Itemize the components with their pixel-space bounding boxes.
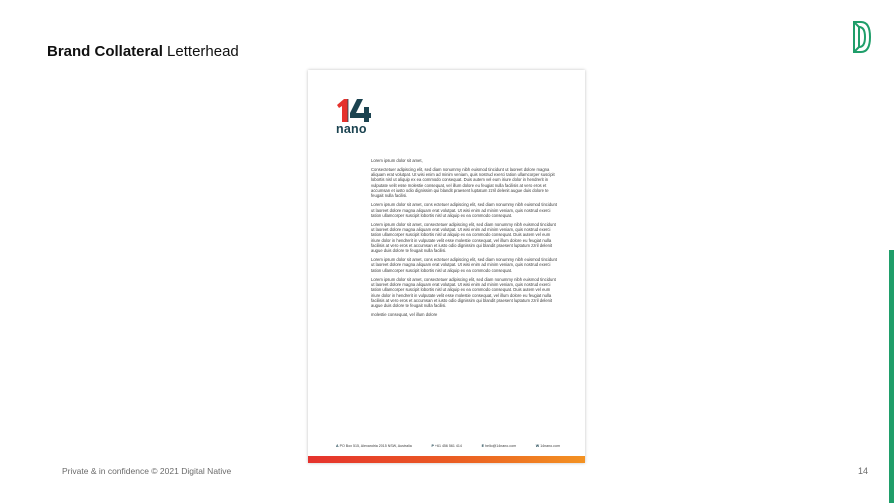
slide-title [47, 43, 239, 60]
14nano-logo-icon [335, 97, 371, 123]
letter-paragraph: Lorem ipsum dolor sit amet, cons ectetuer adipiscing elit, sed diam nonummy nibh euismod tincidunt ut laoreet dolore magna aliquam erat volutpat. Ut wisi enim ad minim veniam, quis nostrud exerci tation ullamcorper suscipit lobortis nisl ut aliquip ex ea commodo consequat. [371, 257, 557, 273]
letter-paragraph: Lorem ipsum dolor sit amet, consectetuer adipiscing elit, sed diam nonummy nibh euismod tincidunt ut laoreet dolore magna aliquam erat volutpat. Ut wisi enim ad minim veniam, quis nostrud exerci tation ullamcorper suscipit lobortis nisl ut aliquip ex ea commodo consequat. Duis autem vel eum iriure dolor in hendrerit in vulputate velit esse molestie consequat, vel illum dolore eu feugiat nulla facilisis at vero eros et accumsan et iusto odio dignissim qui blandit praesent luptatum zzril delenit augue duis dolore te feugait nulla facilisi. [371, 276, 556, 309]
contact-phone: P +61 456 561 414 [431, 444, 462, 448]
contact-email: E hello@14nano.com [481, 444, 517, 448]
letter-paragraph: Lorem ipsum dolor sit amet, consectetuer adipiscing elit, sed diam nonummy nibh euismod tincidunt ut laoreet dolore magna aliquam erat volutpat. Ut wisi enim ad minim veniam, quis nostrud exerci tation ullamcorper suscipit lobortis nisl ut aliquip ex ea commodo consequat. Duis autem vel eum iriure dolor in hendrerit in vulputate velit esse molestie consequat, vel illum dolore eu feugiat nulla facilisis at vero eros et accumsan et iusto odio dignissim qui blandit praesent luptatum zzril delenit augue duis dolore te feugait nulla facilisi. [371, 221, 556, 254]
letterhead-document [308, 70, 585, 463]
letter-paragraph: Lorem ipsum dolor sit amet, cons ectetuer adipiscing elit, sed diam nonummy nibh euismod tincidunt ut laoreet dolore magna aliquam erat volutpat. Ut wisi enim ad minim veniam, quis nostrud exerci tation ullamcorper suscipit lobortis nisl ut aliquip ex ea commodo consequat. [371, 202, 557, 218]
contact-website: W 14nano.com [535, 444, 560, 448]
page-number: 14 [858, 466, 869, 476]
confidentiality-footer: Private & in confidence © 2021 Digital Native [62, 466, 232, 476]
letter-signoff: molestie consequat, vel illum dolore [371, 311, 438, 317]
gradient-footer-bar [308, 456, 585, 463]
letter-paragraph: Lorem ipsum dolor sit amet, [371, 158, 423, 163]
accent-side-bar [889, 250, 894, 503]
letter-paragraph: Consectetuer adipiscing elit, sed diam nonummy nibh euismod tincidunt ut laoreet dolore magna aliquam erat volutpat. Ut wisi enim ad minim veniam, quis nostrud exerci tation ullamcorper suscipit lobortis nisl ut aliquip ex ea commodo consequat. Duis autem vel eum iriure dolor in hendrerit in vulputate velit esse molestie consequat, vel illum dolore eu feugiat nulla facilisis at vero eros et accumsan et iusto odio dignissim qui blandit praesent luptatum zzril delenit augue duis dolore te feugait nulla facilisi. [371, 166, 555, 199]
letter-body [371, 158, 557, 321]
slide-title-bold: Brand Collateral [47, 43, 163, 60]
letterhead-contacts [336, 444, 560, 448]
digital-native-logo-icon [850, 19, 872, 55]
contact-address: A PO Box 515, Alexandria 2015 NSW, Australia [336, 444, 412, 448]
slide-title-rest: Letterhead [167, 43, 239, 60]
logo-wordmark: nano [336, 122, 367, 136]
